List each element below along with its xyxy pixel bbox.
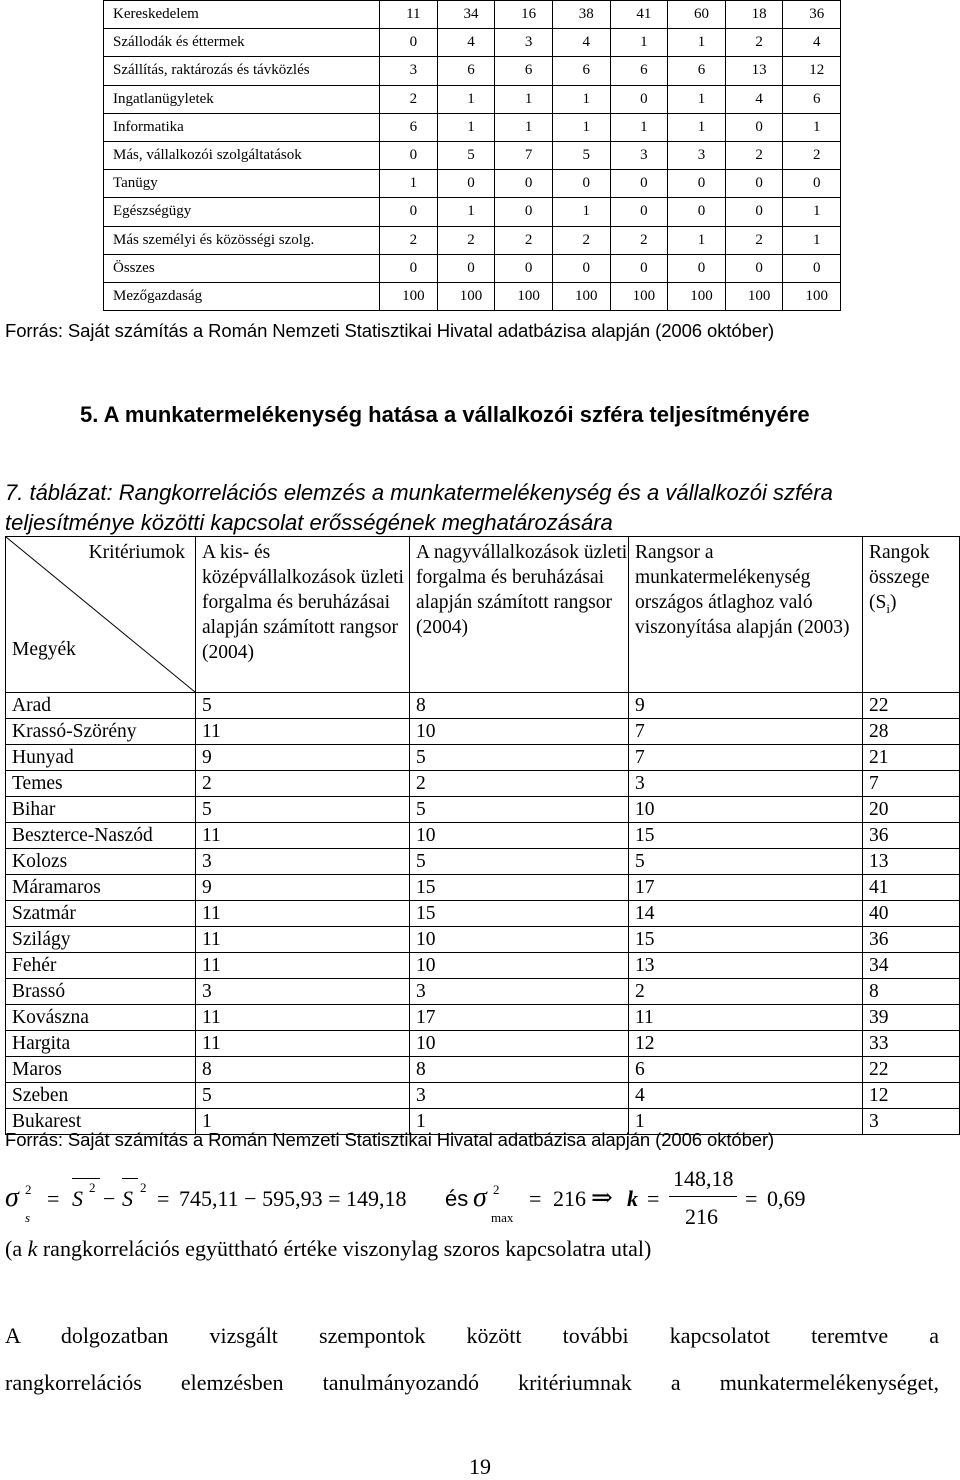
sector-value: 0 xyxy=(610,85,668,113)
result-value: 0,69 xyxy=(767,1186,806,1211)
coefficient-note: (a k rangkorrelációs együttható értéke viszonylag szoros kapcsolatra utal) xyxy=(5,1236,652,1261)
eq-4: = xyxy=(647,1186,660,1211)
sector-value: 1 xyxy=(783,198,841,226)
sector-value: 7 xyxy=(495,141,553,169)
sector-value: 0 xyxy=(610,198,668,226)
county-name: Temes xyxy=(6,771,196,797)
rank-value: 10 xyxy=(410,1031,629,1057)
rank-value: 8 xyxy=(196,1057,410,1083)
sector-row xyxy=(104,141,841,169)
sector-value: 4 xyxy=(552,29,610,57)
county-name: Szeben xyxy=(6,1083,196,1109)
sector-value: 0 xyxy=(725,198,783,226)
rank-value: 33 xyxy=(863,1031,960,1057)
sector-value: 0 xyxy=(380,198,438,226)
sector-row xyxy=(104,57,841,85)
rank-value: 28 xyxy=(863,719,960,745)
sector-value: 13 xyxy=(725,57,783,85)
sector-value: 1 xyxy=(552,198,610,226)
rank-value: 39 xyxy=(863,1005,960,1031)
sector-label: Szállítás, raktározás és távközlés xyxy=(104,57,380,85)
sector-value: 1 xyxy=(495,85,553,113)
rank-value: 11 xyxy=(196,1031,410,1057)
sector-value: 0 xyxy=(725,113,783,141)
rank-value: 5 xyxy=(196,797,410,823)
rank-value: 13 xyxy=(629,953,863,979)
sector-value: 1 xyxy=(380,170,438,198)
rank-value: 8 xyxy=(863,979,960,1005)
sup-2d: 2 xyxy=(493,1182,500,1197)
sector-value: 100 xyxy=(610,282,668,310)
county-name: Bihar xyxy=(6,797,196,823)
sector-value: 38 xyxy=(552,1,610,29)
rank-value: 5 xyxy=(196,693,410,719)
sector-value: 6 xyxy=(610,57,668,85)
rank-value: 20 xyxy=(863,797,960,823)
county-name: Kolozs xyxy=(6,849,196,875)
sector-value: 0 xyxy=(437,254,495,282)
sector-row xyxy=(104,1,841,29)
county-name: Brassó xyxy=(6,979,196,1005)
rank-value: 2 xyxy=(196,771,410,797)
rank-value: 15 xyxy=(629,927,863,953)
rank-value: 1 xyxy=(410,1109,629,1135)
table-row xyxy=(6,1031,960,1057)
sector-value: 6 xyxy=(783,85,841,113)
sector-row xyxy=(104,282,841,310)
body-paragraph-line-2: rangkorrelációs elemzésben tanulmányozandó kritériumnak a munkatermelékenységet, xyxy=(5,1370,939,1395)
table-row xyxy=(6,901,960,927)
fraction-bar xyxy=(669,1196,737,1197)
county-name: Szatmár xyxy=(6,901,196,927)
county-name: Máramaros xyxy=(6,875,196,901)
table-row xyxy=(6,927,960,953)
rank-value: 2 xyxy=(410,771,629,797)
rank-value: 5 xyxy=(410,745,629,771)
header-row xyxy=(6,537,960,693)
table-row xyxy=(6,849,960,875)
sector-value: 0 xyxy=(495,254,553,282)
formula xyxy=(5,1166,905,1236)
sector-value: 3 xyxy=(668,141,726,169)
sector-value: 6 xyxy=(668,57,726,85)
sector-value: 4 xyxy=(725,85,783,113)
sector-value: 60 xyxy=(668,1,726,29)
table-caption: 7. táblázat: Rangkorrelációs elemzés a munkatermelékenység és a vállalkozói szféra teljesítménye közötti kapcsolat erősségének meghatározására xyxy=(5,480,833,535)
rank-value: 11 xyxy=(196,823,410,849)
source-note-2: Forrás: Saját számítás a Román Nemzeti Statisztikai Hivatal adatbázisa alapján (2006 október) xyxy=(5,1129,775,1150)
county-name: Arad xyxy=(6,693,196,719)
rank-value: 3 xyxy=(410,979,629,1005)
rank-value: 5 xyxy=(629,849,863,875)
rank-value: 3 xyxy=(863,1109,960,1135)
sector-value: 1 xyxy=(610,29,668,57)
sector-value: 3 xyxy=(610,141,668,169)
sector-value: 0 xyxy=(610,170,668,198)
rank-value: 11 xyxy=(196,719,410,745)
rank-value: 8 xyxy=(410,693,629,719)
sector-label: Szállodák és éttermek xyxy=(104,29,380,57)
sector-row xyxy=(104,254,841,282)
rank-value: 1 xyxy=(196,1109,410,1135)
rank-value: 7 xyxy=(629,745,863,771)
table-row xyxy=(6,953,960,979)
rank-value: 41 xyxy=(863,875,960,901)
eq-1: = xyxy=(47,1186,60,1211)
rank-value: 10 xyxy=(410,927,629,953)
eq-5: = xyxy=(745,1186,758,1211)
corner-criteria-label: Kritériumok xyxy=(88,542,185,563)
sector-value: 1 xyxy=(495,113,553,141)
eq-3: = xyxy=(529,1186,542,1211)
sector-value: 4 xyxy=(437,29,495,57)
sigma-symbol: σ xyxy=(5,1182,19,1213)
sector-value: 2 xyxy=(610,226,668,254)
sector-value: 2 xyxy=(437,226,495,254)
rank-value: 11 xyxy=(629,1005,863,1031)
implies-arrow: ⇒ xyxy=(591,1183,613,1212)
rank-value: 10 xyxy=(410,953,629,979)
rank-value: 6 xyxy=(629,1057,863,1083)
sector-value: 11 xyxy=(380,1,438,29)
rank-value: 9 xyxy=(629,693,863,719)
sector-value: 36 xyxy=(783,1,841,29)
sector-label: Tanügy xyxy=(104,170,380,198)
rank-value: 5 xyxy=(410,797,629,823)
sector-value: 100 xyxy=(495,282,553,310)
es-word: és xyxy=(445,1186,469,1211)
sector-value: 0 xyxy=(380,29,438,57)
rank-value: 7 xyxy=(629,719,863,745)
sector-value: 4 xyxy=(783,29,841,57)
sector-value: 1 xyxy=(437,198,495,226)
fraction-numerator: 148,18 xyxy=(673,1166,734,1191)
sector-row xyxy=(104,226,841,254)
sector-value: 2 xyxy=(725,29,783,57)
rank-value: 14 xyxy=(629,901,863,927)
s-bar-squared: S xyxy=(72,1186,83,1211)
rank-value: 17 xyxy=(410,1005,629,1031)
rank-value: 11 xyxy=(196,927,410,953)
sector-label: Ingatlanügyletek xyxy=(104,85,380,113)
sector-value: 41 xyxy=(610,1,668,29)
sector-value: 1 xyxy=(783,226,841,254)
rank-value: 36 xyxy=(863,823,960,849)
sector-label: Más, vállalkozói szolgáltatások xyxy=(104,141,380,169)
rank-value: 8 xyxy=(410,1057,629,1083)
table-row xyxy=(6,745,960,771)
rank-value: 17 xyxy=(629,875,863,901)
sector-value: 1 xyxy=(610,113,668,141)
sector-value: 5 xyxy=(552,141,610,169)
rank-value: 2 xyxy=(629,979,863,1005)
county-name: Szilágy xyxy=(6,927,196,953)
sector-value: 6 xyxy=(552,57,610,85)
rank-value: 3 xyxy=(196,849,410,875)
sector-value: 2 xyxy=(783,141,841,169)
sup-2c: 2 xyxy=(140,1180,147,1195)
sector-value: 3 xyxy=(380,57,438,85)
sector-value: 2 xyxy=(552,226,610,254)
rank-value: 9 xyxy=(196,875,410,901)
sector-value: 34 xyxy=(437,1,495,29)
rank-value: 5 xyxy=(196,1083,410,1109)
fraction-denominator: 216 xyxy=(685,1204,718,1229)
sector-value: 2 xyxy=(380,85,438,113)
sector-value: 100 xyxy=(552,282,610,310)
rank-value: 7 xyxy=(863,771,960,797)
sector-value: 16 xyxy=(495,1,553,29)
county-name: Beszterce-Naszód xyxy=(6,823,196,849)
sub-max: max xyxy=(491,1210,514,1225)
sector-value: 1 xyxy=(668,113,726,141)
sector-value: 1 xyxy=(668,226,726,254)
table-row xyxy=(6,693,960,719)
sector-value: 0 xyxy=(495,198,553,226)
rank-value: 3 xyxy=(196,979,410,1005)
table-row xyxy=(6,1057,960,1083)
sector-row xyxy=(104,170,841,198)
rank-value: 22 xyxy=(863,1057,960,1083)
sector-value: 2 xyxy=(495,226,553,254)
county-name: Maros xyxy=(6,1057,196,1083)
sigma-max-symbol: σ xyxy=(473,1182,487,1213)
sector-table xyxy=(103,0,841,311)
sector-value: 2 xyxy=(725,226,783,254)
rank-value: 15 xyxy=(629,823,863,849)
sector-value: 1 xyxy=(783,113,841,141)
rank-value: 11 xyxy=(196,901,410,927)
sector-value: 100 xyxy=(437,282,495,310)
county-name: Bukarest xyxy=(6,1109,196,1135)
sector-value: 2 xyxy=(725,141,783,169)
sector-value: 1 xyxy=(552,113,610,141)
minus-1: − xyxy=(103,1186,116,1211)
corner-cell xyxy=(6,537,196,693)
sector-value: 1 xyxy=(668,85,726,113)
source-note: Forrás: Saját számítás a Román Nemzeti Statisztikai Hivatal adatbázisa alapján (2006 október) xyxy=(5,320,775,341)
sup-2a: 2 xyxy=(25,1182,32,1197)
rank-value: 34 xyxy=(863,953,960,979)
rank-value: 15 xyxy=(410,875,629,901)
rank-value: 11 xyxy=(196,1005,410,1031)
sector-value: 0 xyxy=(552,170,610,198)
rank-value: 3 xyxy=(629,771,863,797)
sector-label: Összes xyxy=(104,254,380,282)
header-sme-rank: A kis- és középvállalkozások üzleti forgalma és beruházásai alapján számított rangsor (2004) xyxy=(196,537,410,693)
sector-value: 0 xyxy=(495,170,553,198)
rank-value: 4 xyxy=(629,1083,863,1109)
sector-value: 0 xyxy=(610,254,668,282)
sector-value: 0 xyxy=(783,254,841,282)
header-rank-sum: Rangok összege $(S_i)$ xyxy=(863,537,960,693)
sector-label: Egészségügy xyxy=(104,198,380,226)
rank-correlation-table xyxy=(5,536,960,1135)
sector-value: 100 xyxy=(783,282,841,310)
table-row xyxy=(6,823,960,849)
rank-value: 11 xyxy=(196,953,410,979)
table-row xyxy=(6,797,960,823)
rank-value: 3 xyxy=(410,1083,629,1109)
sector-value: 100 xyxy=(668,282,726,310)
table-row xyxy=(6,719,960,745)
county-name: Hunyad xyxy=(6,745,196,771)
sector-value: 0 xyxy=(725,254,783,282)
sector-value: 0 xyxy=(725,170,783,198)
value-216: 216 xyxy=(553,1186,586,1211)
table-row xyxy=(6,771,960,797)
rank-value: 13 xyxy=(863,849,960,875)
county-name: Kovászna xyxy=(6,1005,196,1031)
sector-row xyxy=(104,29,841,57)
sector-value: 0 xyxy=(380,141,438,169)
sector-label: Mezőgazdaság xyxy=(104,282,380,310)
rank-value: 12 xyxy=(629,1031,863,1057)
sector-row xyxy=(104,113,841,141)
sector-value: 0 xyxy=(668,254,726,282)
sub-s: s xyxy=(25,1210,31,1225)
sector-row xyxy=(104,198,841,226)
rank-value: 36 xyxy=(863,927,960,953)
overline-2 xyxy=(122,1178,138,1179)
sector-value: 6 xyxy=(380,113,438,141)
overline-1 xyxy=(72,1178,100,1179)
rank-value: 10 xyxy=(410,719,629,745)
rank-value: 21 xyxy=(863,745,960,771)
s-bar: S xyxy=(122,1186,133,1211)
rank-value: 40 xyxy=(863,901,960,927)
county-name: Krassó-Szörény xyxy=(6,719,196,745)
rank-value: 10 xyxy=(410,823,629,849)
sector-value: 5 xyxy=(437,141,495,169)
county-name: Hargita xyxy=(6,1031,196,1057)
sector-value: 18 xyxy=(725,1,783,29)
rank-value: 15 xyxy=(410,901,629,927)
table-row xyxy=(6,979,960,1005)
corner-counties-label: Megyék xyxy=(12,639,76,660)
sector-label: Informatika xyxy=(104,113,380,141)
sector-value: 12 xyxy=(783,57,841,85)
sector-value: 6 xyxy=(437,57,495,85)
sector-value: 3 xyxy=(495,29,553,57)
sector-value: 0 xyxy=(552,254,610,282)
sup-2b: 2 xyxy=(89,1180,96,1195)
sector-value: 1 xyxy=(437,113,495,141)
header-large-rank: A nagyvállalkozások üzleti forgalma és beruházásai alapján számított rangsor (2004) xyxy=(410,537,629,693)
sector-label: Más személyi és közösségi szolg. xyxy=(104,226,380,254)
rank-value: 22 xyxy=(863,693,960,719)
table-row xyxy=(6,1005,960,1031)
sector-row xyxy=(104,85,841,113)
k-symbol: k xyxy=(627,1186,638,1211)
rank-value: 1 xyxy=(629,1109,863,1135)
header-productivity-rank: Rangsor a munkatermelékenység országos átlaghoz való viszonyítása alapján (2003) xyxy=(629,537,863,693)
sector-value: 0 xyxy=(668,170,726,198)
sector-value: 2 xyxy=(380,226,438,254)
eq-2: = xyxy=(157,1186,170,1211)
sector-value: 100 xyxy=(380,282,438,310)
table-row xyxy=(6,875,960,901)
sector-value: 6 xyxy=(495,57,553,85)
rank-value: 5 xyxy=(410,849,629,875)
rank-value: 12 xyxy=(863,1083,960,1109)
section-heading: 5. A munkatermelékenység hatása a vállalkozói szféra teljesítményére xyxy=(80,402,810,427)
page-number: 19 xyxy=(469,1454,491,1479)
rank-value: 9 xyxy=(196,745,410,771)
sector-label: Kereskedelem xyxy=(104,1,380,29)
county-name: Fehér xyxy=(6,953,196,979)
body-paragraph-line-1: A dolgozatban vizsgált szempontok között további kapcsolatot teremtve a xyxy=(5,1323,939,1348)
sector-value: 0 xyxy=(783,170,841,198)
sector-value: 100 xyxy=(725,282,783,310)
sector-value: 0 xyxy=(380,254,438,282)
sector-value: 1 xyxy=(437,85,495,113)
sector-value: 0 xyxy=(437,170,495,198)
sector-value: 0 xyxy=(668,198,726,226)
sector-value: 1 xyxy=(552,85,610,113)
table-row xyxy=(6,1083,960,1109)
sector-value: 1 xyxy=(668,29,726,57)
rank-value: 10 xyxy=(629,797,863,823)
calc-text: 745,11 − 595,93 = 149,18 xyxy=(179,1186,407,1211)
